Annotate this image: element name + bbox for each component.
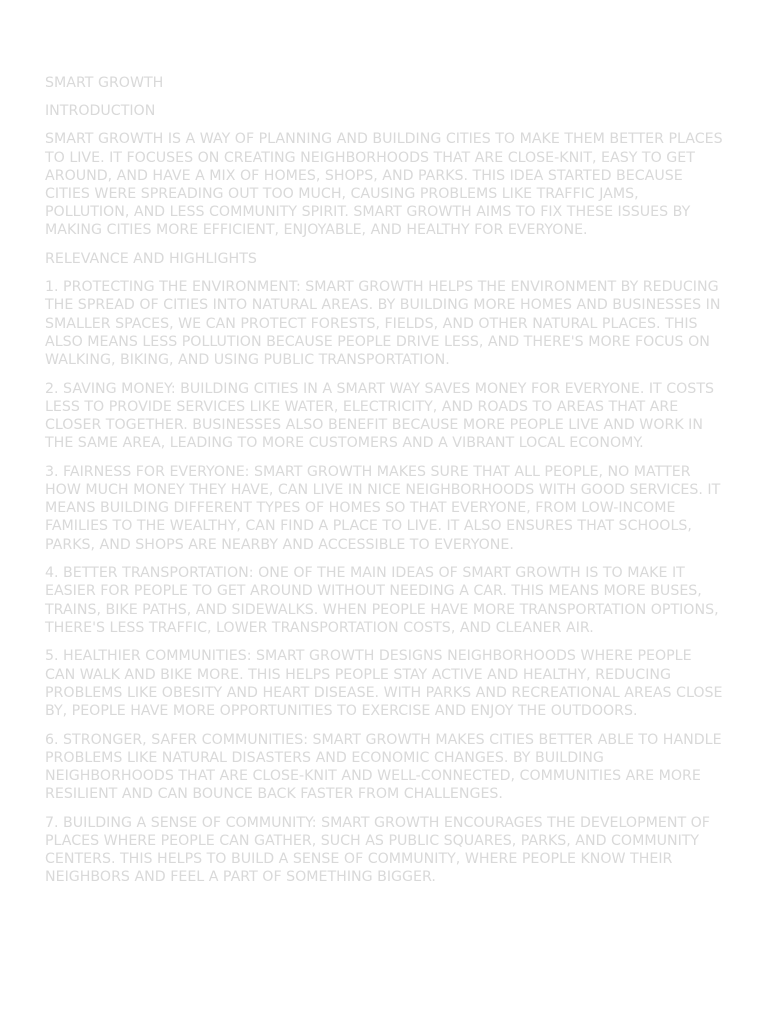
highlight-point-transportation: 4. BETTER TRANSPORTATION: ONE OF THE MAIN IDEAS OF SMART GROWTH IS TO MAKE IT EASIER FOR PEOPLE TO GET AROUND WITHOUT NEEDING A CAR. THIS MEANS MORE BUSES, TRAINS, BIKE PATHS, AND SIDEWALKS. WHEN PEOPLE HAVE MORE TRANSPORTATION OPTIONS, THERE'S LESS TRAFFIC, LOWER TRANSPORTATION COSTS, AND CLEANER AIR. — [45, 565, 719, 636]
intro-paragraph: SMART GROWTH IS A WAY OF PLANNING AND BUILDING CITIES TO MAKE THEM BETTER PLACES TO LIVE. IT FOCUSES ON CREATING NEIGHBORHOODS THAT ARE CLOSE-KNIT, EASY TO GET AROUND, AND HAVE A MIX OF HOMES, SHOPS, AND PARKS. THIS IDEA STARTED BECAUSE CITIES WERE SPREADING OUT TOO MUCH, CAUSING PROBLEMS LIKE TRAFFIC JAMS, POLLUTION, AND LESS COMMUNITY SPIRIT. SMART GROWTH AIMS TO FIX THESE ISSUES BY MAKING CITIES MORE EFFICIENT, ENJOYABLE, AND HEALTHY FOR EVERYONE. — [45, 131, 723, 239]
highlight-point-sense-of-community: 7. BUILDING A SENSE OF COMMUNITY: SMART GROWTH ENCOURAGES THE DEVELOPMENT OF PLACES WHERE PEOPLE CAN GATHER, SUCH AS PUBLIC SQUARES, PARKS, AND COMMUNITY CENTERS. THIS HELPS TO BUILD A SENSE OF COMMUNITY, WHERE PEOPLE KNOW THEIR NEIGHBORS AND FEEL A PART OF SOMETHING BIGGER. — [45, 814, 710, 886]
highlight-point-healthier-communities: 5. HEALTHIER COMMUNITIES: SMART GROWTH DESIGNS NEIGHBORHOODS WHERE PEOPLE CAN WALK AND BIKE MORE. THIS HELPS PEOPLE STAY ACTIVE AND HEALTHY, REDUCING PROBLEMS LIKE OBESITY AND HEART DISEASE. WITH PARKS AND RECREATIONAL AREAS CLOSE BY, PEOPLE HAVE MORE OPPORTUNITIES TO EXERCISE AND ENJOY THE OUTDOORS. — [45, 648, 723, 720]
section-heading-highlights: RELEVANCE AND HIGHLIGHTS — [45, 251, 257, 268]
highlight-point-fairness: 3. FAIRNESS FOR EVERYONE: SMART GROWTH MAKES SURE THAT ALL PEOPLE, NO MATTER HOW MUCH MONEY THEY HAVE, CAN LIVE IN NICE NEIGHBORHOODS WITH GOOD SERVICES. IT MEANS BUILDING DIFFERENT TYPES OF HOMES SO THAT EVERYONE, FROM LOW-INCOME FAMILIES TO THE WEALTHY, CAN FIND A PLACE TO LIVE. IT ALSO ENSURES THAT SCHOOLS, PARKS, AND SHOPS ARE NEARBY AND ACCESSIBLE TO EVERYONE. — [45, 463, 721, 553]
document-page — [45, 74, 725, 887]
highlight-point-safer-communities: 6. STRONGER, SAFER COMMUNITIES: SMART GROWTH MAKES CITIES BETTER ABLE TO HANDLE PROBLEMS LIKE NATURAL DISASTERS AND ECONOMIC CHANGES. BY BUILDING NEIGHBORHOODS THAT ARE CLOSE-KNIT AND WELL-CONNECTED, COMMUNITIES ARE MORE RESILIENT AND CAN BOUNCE BACK FASTER FROM CHALLENGES. — [45, 731, 722, 803]
highlight-point-environment: 1. PROTECTING THE ENVIRONMENT: SMART GROWTH HELPS THE ENVIRONMENT BY REDUCING THE SPREAD OF CITIES INTO NATURAL AREAS. BY BUILDING MORE HOMES AND BUSINESSES IN SMALLER SPACES, WE CAN PROTECT FORESTS, FIELDS, AND OTHER NATURAL PLACES. THIS ALSO MEANS LESS POLLUTION BECAUSE PEOPLE DRIVE LESS, AND THERE'S MORE FOCUS ON WALKING, BIKING, AND USING PUBLIC TRANSPORTATION. — [45, 279, 721, 369]
highlight-point-saving-money: 2. SAVING MONEY: BUILDING CITIES IN A SMART WAY SAVES MONEY FOR EVERYONE. IT COSTS LESS TO PROVIDE SERVICES LIKE WATER, ELECTRICITY, AND ROADS TO AREAS THAT ARE CLOSER TOGETHER. BUSINESSES ALSO BENEFIT BECAUSE MORE PEOPLE LIVE AND WORK IN THE SAME AREA, LEADING TO MORE CUSTOMERS AND A VIBRANT LOCAL ECONOMY. — [45, 380, 714, 452]
document-title: SMART GROWTH — [45, 75, 164, 91]
section-heading-introduction: INTRODUCTION — [45, 103, 156, 120]
